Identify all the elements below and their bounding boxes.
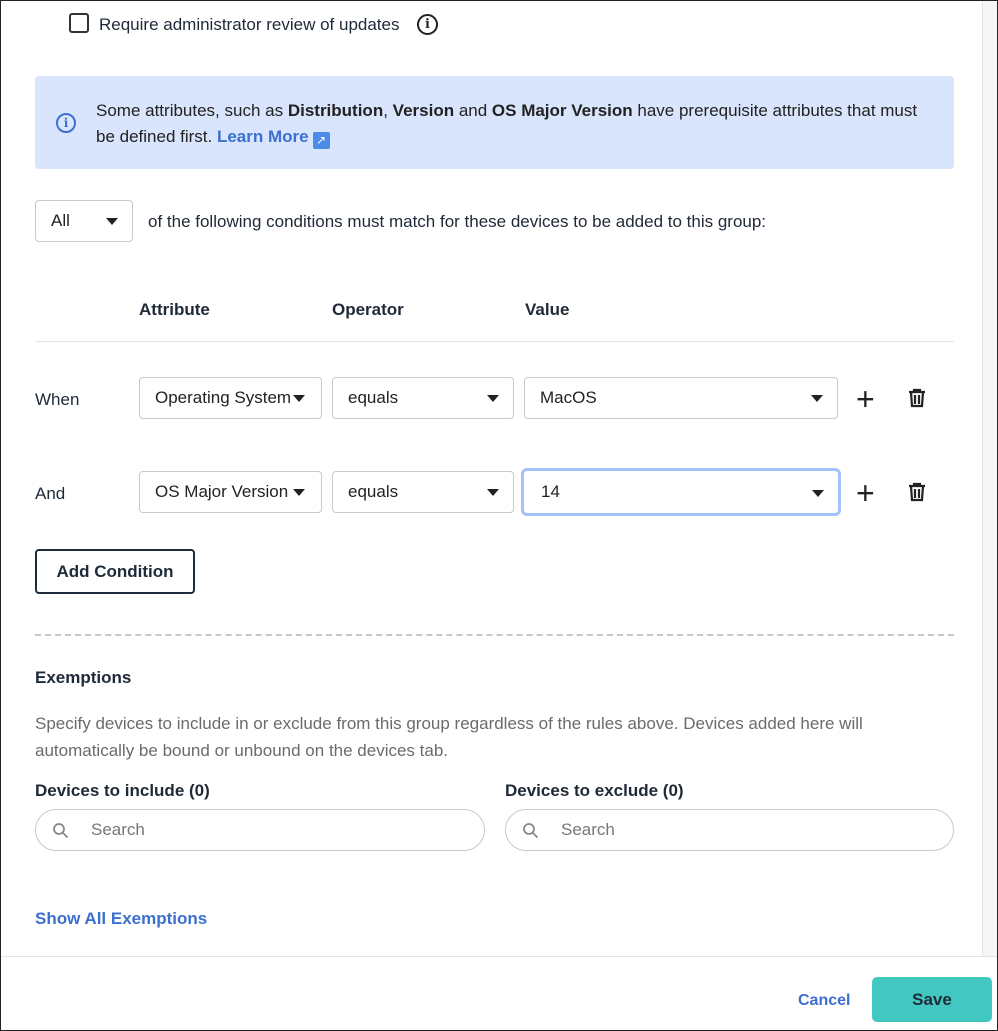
- save-button[interactable]: Save: [872, 977, 992, 1022]
- info-banner: [35, 76, 954, 169]
- column-value: Value: [525, 300, 570, 319]
- show-all-exemptions-link[interactable]: Show All Exemptions: [35, 909, 208, 928]
- attribute-value: Operating System: [155, 388, 292, 407]
- search-icon: [52, 822, 69, 839]
- caret-down-icon: [106, 218, 118, 225]
- info-icon[interactable]: i: [417, 14, 438, 35]
- external-link-icon[interactable]: ↗: [313, 132, 330, 149]
- cancel-button[interactable]: Cancel: [798, 992, 851, 1009]
- attribute-select[interactable]: [139, 471, 322, 513]
- include-search[interactable]: [35, 809, 485, 851]
- column-attribute: Attribute: [139, 300, 210, 319]
- review-checkbox-label: Require administrator review of updates: [99, 15, 400, 34]
- operator-select[interactable]: [332, 377, 514, 419]
- include-search-input[interactable]: [91, 820, 441, 840]
- section-divider: [35, 634, 954, 636]
- operator-value: equals: [348, 482, 399, 501]
- value-value: 14: [541, 482, 560, 501]
- value-value: MacOS: [540, 388, 597, 407]
- banner-text: Some attributes, such as Distribution, Version and OS Major Version have prerequisite attributes that must be defined first. Learn More ↗: [96, 101, 918, 147]
- divider: [35, 341, 954, 342]
- caret-down-icon: [812, 490, 824, 497]
- info-icon: i: [56, 113, 76, 133]
- operator-select[interactable]: [332, 471, 514, 513]
- attribute-select[interactable]: [139, 377, 322, 419]
- match-text: of the following conditions must match for these devices to be added to this group:: [148, 212, 767, 231]
- trash-icon[interactable]: [906, 387, 928, 414]
- scrollbar[interactable]: [982, 1, 997, 956]
- column-operator: Operator: [332, 300, 404, 319]
- search-icon: [522, 822, 539, 839]
- caret-down-icon: [811, 395, 823, 402]
- caret-down-icon: [293, 489, 305, 496]
- footer: [1, 956, 998, 1031]
- match-select-value: All: [51, 211, 70, 230]
- caret-down-icon: [293, 395, 305, 402]
- value-select[interactable]: [521, 468, 841, 516]
- value-select[interactable]: [524, 377, 838, 419]
- trash-icon[interactable]: [906, 481, 928, 508]
- add-icon[interactable]: +: [856, 381, 875, 417]
- add-condition-button[interactable]: Add Condition: [35, 549, 195, 594]
- exemptions-title: Exemptions: [35, 668, 132, 687]
- add-icon[interactable]: +: [856, 475, 875, 511]
- match-select[interactable]: [35, 200, 133, 242]
- exclude-search-input[interactable]: [561, 820, 911, 840]
- caret-down-icon: [487, 395, 499, 402]
- condition-label: And: [35, 484, 66, 503]
- attribute-value: OS Major Version: [155, 482, 289, 501]
- include-label: Devices to include (0): [35, 781, 210, 800]
- condition-label: When: [35, 390, 80, 409]
- exclude-search[interactable]: [505, 809, 954, 851]
- exemptions-description: Specify devices to include in or exclude from this group regardless of the rules above. Devices added here will automatically be bound or unbound on the devices tab.: [35, 714, 863, 760]
- caret-down-icon: [487, 489, 499, 496]
- exclude-label: Devices to exclude (0): [505, 781, 684, 800]
- operator-value: equals: [348, 388, 399, 407]
- learn-more-link[interactable]: Learn More: [216, 127, 309, 146]
- review-checkbox[interactable]: [69, 13, 89, 33]
